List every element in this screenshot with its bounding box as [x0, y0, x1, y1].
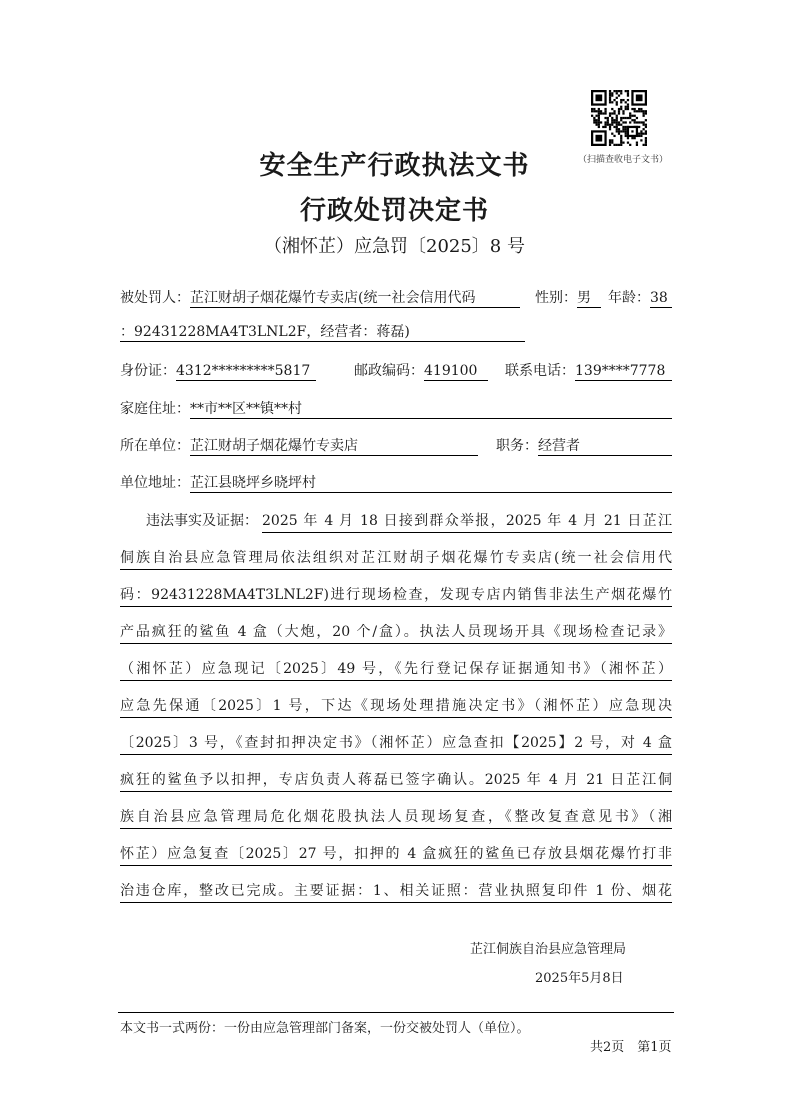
unit-address-label: 单位地址： [120, 475, 190, 491]
document-title: 行政处罚决定书 [299, 196, 489, 226]
facts-line: 疯狂的鲨鱼予以扣押，专店负责人蒋磊已签字确认。2025 年 4 月 21 日芷江侗 [120, 770, 672, 792]
facts-line: 侗族自治县应急管理局依法组织对芷江财胡子烟花爆竹专卖店(统一社会信用代 [120, 548, 672, 570]
employer-label: 所在单位： [120, 438, 190, 454]
position-row [496, 436, 672, 456]
facts-line: 应急先保通〔2025〕1 号，下达《现场处理措施决定书》（湘怀芷）应急现决 [120, 696, 672, 718]
footer-divider [118, 1012, 674, 1013]
phone-row [505, 361, 672, 381]
party-value: 芷江财胡子烟花爆竹专卖店(统一社会信用代码 [190, 288, 520, 308]
qr-code[interactable] [591, 90, 647, 146]
page-indicator: 共2页 第1页 [590, 1040, 672, 1055]
id-value: 4312*********5817 [176, 361, 316, 381]
gender-label: 性别： [535, 290, 577, 306]
address-row [120, 399, 672, 419]
facts-line: 产品疯狂的鲨鱼 4 盒（大炮，20 个/盒）。执法人员现场开具《现场检查记录》 [120, 622, 672, 644]
document-number: （湘怀芷）应急罚〔2025〕8 号 [264, 236, 525, 257]
position-value: 经营者 [538, 436, 672, 456]
party-row-continued [120, 322, 525, 342]
qr-caption: （扫描查收电子文书） [577, 155, 668, 165]
postcode-label: 邮政编码： [354, 363, 424, 379]
unit-address-value: 芷江县晓坪乡晓坪村 [190, 473, 672, 493]
facts-line: 治违仓库，整改已完成。主要证据：1、相关证照：营业执照复印件 1 份、烟花 [120, 881, 672, 903]
document-category-title: 安全生产行政执法文书 [259, 151, 530, 181]
facts-line: 码：92431228MA4T3LNL2F)进行现场检查，发现专店内销售非法生产烟花爆竹 [120, 585, 672, 607]
id-row [120, 361, 316, 381]
phone-label: 联系电话： [505, 363, 575, 379]
id-label: 身份证： [120, 363, 176, 379]
postcode-row [354, 361, 488, 381]
gender-row [535, 288, 601, 308]
postcode-value: 419100 [424, 361, 488, 381]
facts-line: 怀芷）应急复查〔2025〕27 号，扣押的 4 盒疯狂的鲨鱼已存放县烟花爆竹打非 [120, 844, 672, 866]
facts-line: （湘怀芷）应急现记〔2025〕49 号，《先行登记保存证据通知书》（湘怀芷） [120, 659, 672, 681]
footer-note: 本文书一式两份：一份由应急管理部门备案，一份交被处罚人（单位）。 [120, 1021, 530, 1036]
position-label: 职务： [496, 438, 538, 454]
unit-address-row [120, 473, 672, 493]
age-row [608, 288, 672, 308]
gender-value: 男 [577, 288, 601, 308]
phone-value: 139****7778 [575, 361, 672, 381]
facts-line: 族自治县应急管理局危化烟花股执法人员现场复查，《整改复查意见书》（湘 [120, 807, 672, 829]
facts-line: 〔2025〕3 号，《查封扣押决定书》（湘怀芷）应急查扣【2025】2 号，对 4 盒 [120, 733, 672, 755]
address-value: **市**区**镇**村 [190, 399, 672, 419]
age-value: 38 [650, 288, 672, 308]
party-label: 被处罚人： [120, 290, 190, 306]
employer-value: 芷江财胡子烟花爆竹专卖店 [190, 436, 478, 456]
facts-label: 违法事实及证据： [146, 513, 258, 529]
facts-line: 2025 年 4 月 18 日接到群众举报，2025 年 4 月 21 日芷江 [262, 511, 672, 533]
issuing-organization: 芷江侗族自治县应急管理局 [470, 942, 627, 957]
age-label: 年龄： [608, 290, 650, 306]
party-row [120, 288, 520, 308]
employer-row [120, 436, 478, 456]
issue-date: 2025年5月8日 [535, 971, 624, 986]
qr-code-icon [591, 90, 647, 146]
party-value-continued: ：92431228MA4T3LNL2F，经营者：蒋磊) [120, 322, 525, 342]
address-label: 家庭住址： [120, 401, 190, 417]
